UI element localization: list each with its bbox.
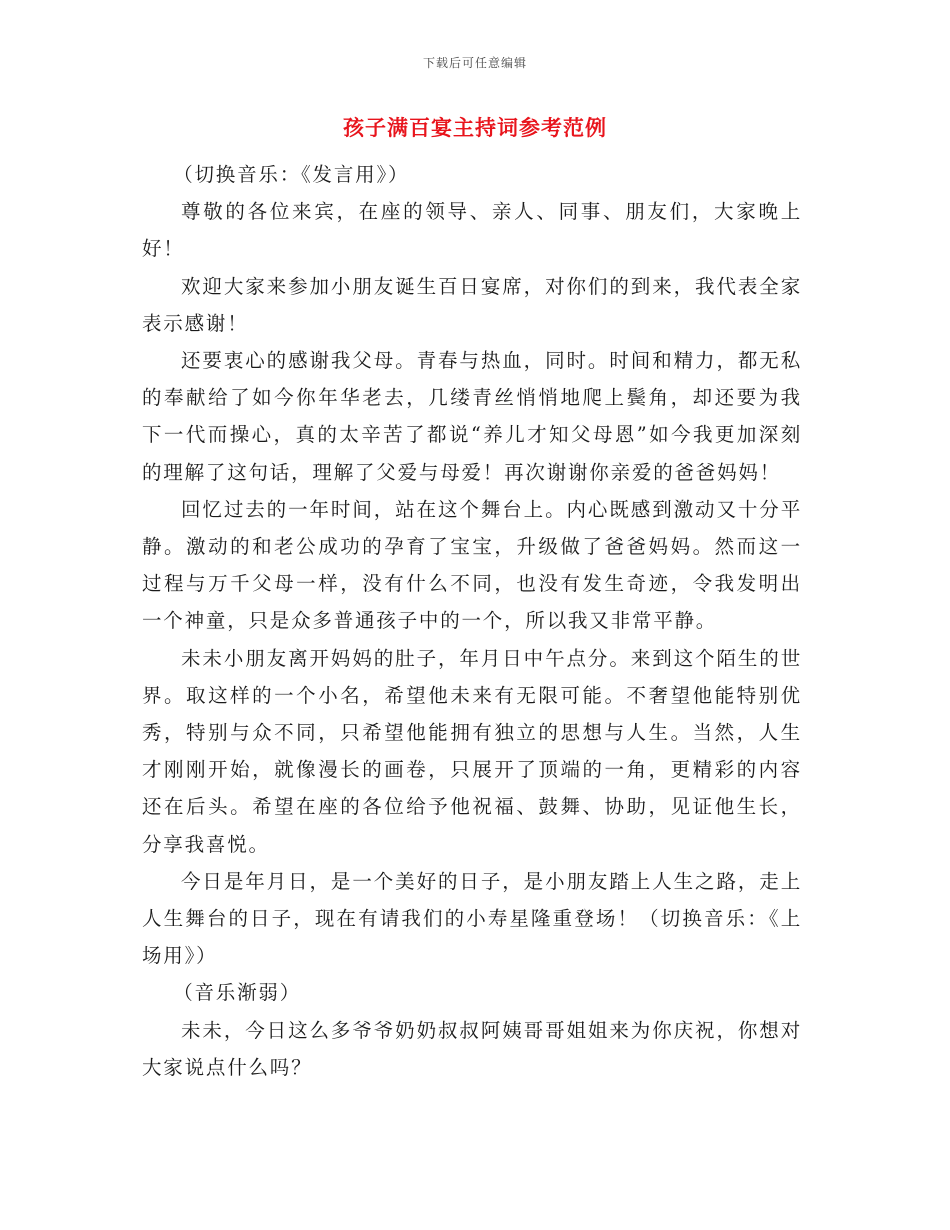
paragraph-reflection: 回忆过去的一年时间，站在这个舞台上。内心既感到激动又十分平静。激动的和老公成功的孕育了宝宝，升级做了爸爸妈妈。然而这一过程与万千父母一样，没有什么不同，也没有发生奇迹，令我发明出一个神童，只是众多普通孩子中的一个，所以我又非常平静。 <box>142 497 802 633</box>
paragraph-greeting: 尊敬的各位来宾，在座的领导、亲人、同事、朋友们，大家晚上好！ <box>142 200 802 261</box>
paragraph-music-cue: （切换音乐：《发言用》） <box>173 163 410 186</box>
paragraph-invitation: 今日是年月日，是一个美好的日子，是小朋友踏上人生之路，走上人生舞台的日子，现在有请我们的小寿星隆重登场！（切换音乐：《上场用》） <box>142 869 802 968</box>
document-body <box>142 156 802 1086</box>
document-title: 孩子满百宴主持词参考范例 <box>343 115 607 140</box>
paragraph-baby-intro: 未未小朋友离开妈妈的肚子，年月日中午点分。来到这个陌生的世界。取这样的一个小名，希望他未来有无限可能。不奢望他能特别优秀，特别与众不同，只希望他能拥有独立的思想与人生。当然，人生才刚刚开始，就像漫长的画卷，只展开了顶端的一角，更精彩的内容还在后头。希望在座的各位给予他祝福、鼓舞、协助，见证他生长，分享我喜悦。 <box>142 646 802 856</box>
header-note: 下载后可任意编辑 <box>422 56 527 70</box>
paragraph-music-fade: （音乐渐弱） <box>173 981 301 1005</box>
paragraph-welcome: 欢迎大家来参加小朋友诞生百日宴席，对你们的到来，我代表全家表示感谢！ <box>142 274 802 335</box>
paragraph-question: 未未，今日这么多爷爷奶奶叔叔阿姨哥哥姐姐来为你庆祝，你想对大家说点什么吗？ <box>142 1018 802 1079</box>
paragraph-thanks-parents: 还要衷心的感谢我父母。青春与热血，同时。时间和精力，都无私的奉献给了如今你年华老去，几缕青丝悄悄地爬上鬓角，却还要为我下一代而操心，真的太辛苦了都说“养儿才知父母恩”如今我更加深刻的理解了这句话，理解了父爱与母爱！再次谢谢你亲爱的爸爸妈妈！ <box>142 349 802 484</box>
